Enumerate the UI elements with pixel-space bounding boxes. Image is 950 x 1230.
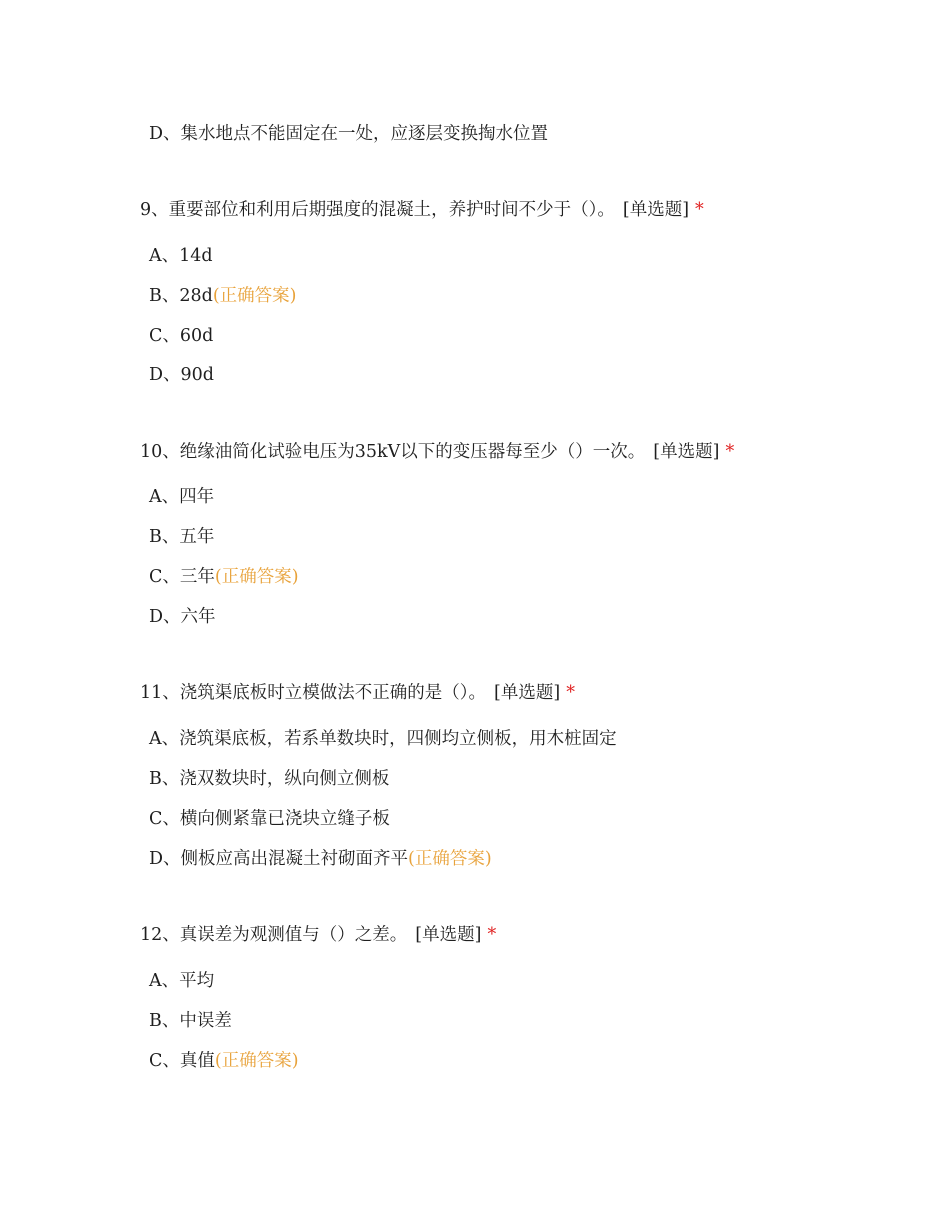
option-item: [149, 324, 213, 348]
question-title: [140, 440, 734, 464]
correct-answer-label: (正确答案): [214, 1051, 299, 1071]
question-type-label: [单选题]: [653, 442, 720, 462]
option-text: B、28d: [149, 286, 213, 306]
option-text: C、横向侧紧靠已浇块立缝子板: [149, 809, 390, 829]
question-text: 11、浇筑渠底板时立模做法不正确的是（）。: [140, 683, 487, 703]
question-type-label: [单选题]: [622, 200, 690, 220]
option-text: B、中误差: [149, 1011, 232, 1031]
option-text: A、14d: [149, 246, 213, 266]
question-text: 9、重要部位和利用后期强度的混凝土，养护时间不少于（）。: [140, 200, 615, 220]
option-item: [149, 847, 492, 871]
option-item: [149, 1049, 299, 1073]
correct-answer-label: (正确答案): [214, 567, 299, 587]
option-item: [149, 1009, 232, 1033]
required-star: *: [725, 442, 735, 462]
question-text: 12、真误差为观测值与（）之差。: [140, 925, 408, 945]
option-item: [149, 485, 214, 509]
question-type-label: [单选题]: [494, 683, 561, 703]
required-star: *: [566, 683, 575, 703]
option-item: [149, 363, 214, 387]
option-text: D、六年: [149, 607, 216, 627]
required-star: *: [487, 925, 497, 945]
option-item: [149, 525, 214, 549]
option-item: [149, 807, 390, 831]
option-text: B、五年: [149, 527, 215, 547]
option-item: [149, 767, 389, 791]
option-item: [149, 565, 299, 589]
option-text: B、浇双数块时，纵向侧立侧板: [149, 769, 390, 789]
question-title: [140, 198, 704, 222]
option-text: D、90d: [149, 365, 215, 385]
question-title: [140, 681, 575, 705]
correct-answer-label: (正确答案): [212, 286, 297, 306]
option-item: [149, 727, 617, 751]
option-text: C、真值: [149, 1051, 215, 1071]
correct-answer-label: (正确答案): [408, 849, 492, 869]
question-text: 10、绝缘油简化试验电压为35kV以下的变压器每至少（）一次。: [140, 442, 646, 462]
option-item: [149, 244, 213, 268]
option-item: [149, 969, 214, 993]
option-item: [149, 122, 548, 146]
option-text: A、浇筑渠底板，若系单数块时，四侧均立侧板，用木桩固定: [149, 729, 617, 749]
option-text: A、四年: [149, 487, 215, 507]
required-star: *: [695, 200, 704, 220]
option-text: D、集水地点不能固定在一处，应逐层变换掏水位置: [149, 124, 549, 144]
option-item: [149, 284, 297, 308]
option-text: C、60d: [149, 326, 214, 346]
question-title: [140, 923, 496, 947]
question-type-label: [单选题]: [415, 925, 482, 945]
option-text: A、平均: [149, 971, 215, 991]
option-text: D、侧板应高出混凝土衬砌面齐平: [149, 849, 409, 869]
option-item: [149, 605, 216, 629]
option-text: C、三年: [149, 567, 215, 587]
